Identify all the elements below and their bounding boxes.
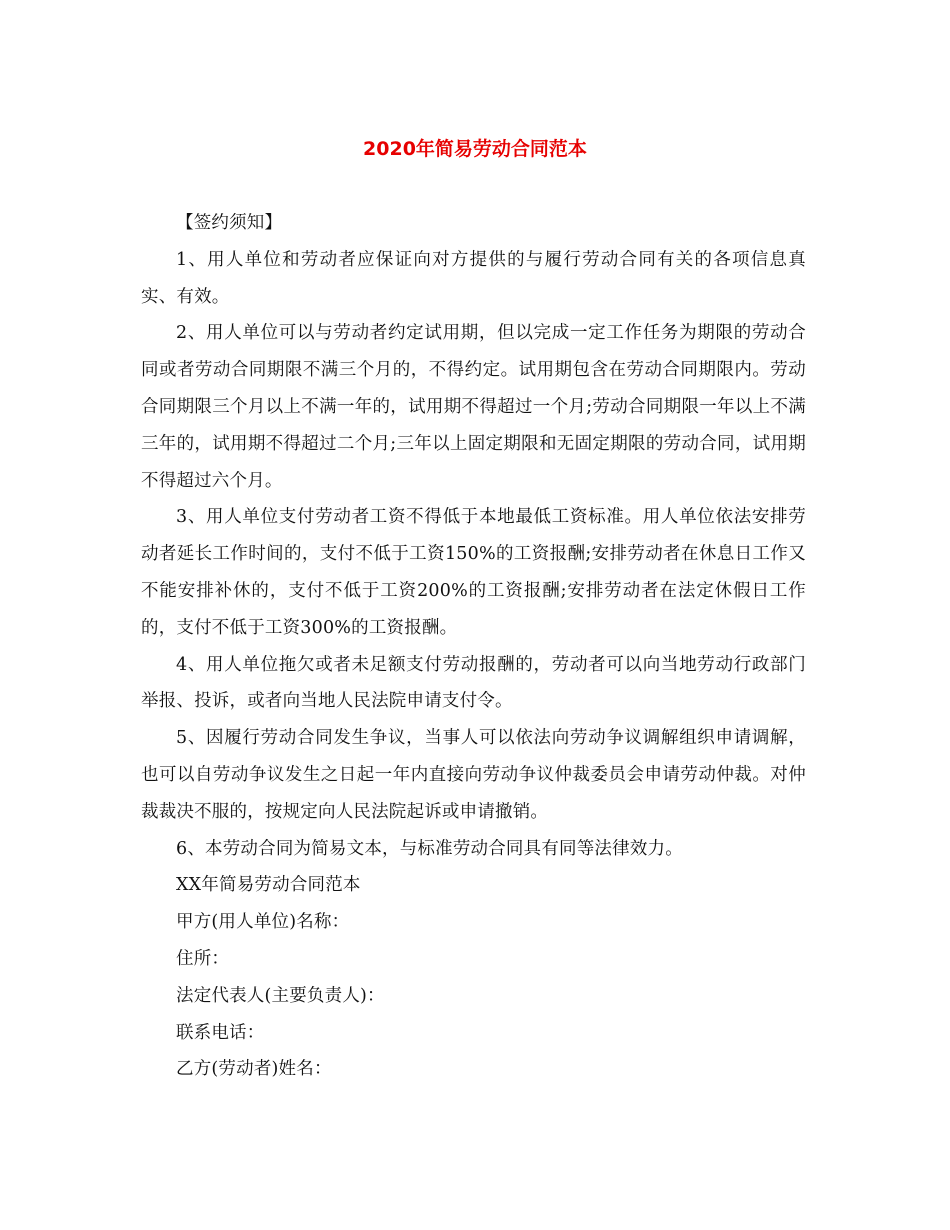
notice-paragraph-5: 5、因履行劳动合同发生争议，当事人可以依法向劳动争议调解组织申请调解，也可以自劳动争议发生之日起一年内直接向劳动争议仲裁委员会申请劳动仲裁。对仲裁裁决不服的，按规定向人民法院起诉或申请撤销。 bbox=[141, 728, 806, 822]
notice-paragraph-1: 1、用人单位和劳动者应保证向对方提供的与履行劳动合同有关的各项信息真实、有效。 bbox=[141, 249, 806, 307]
field-employee-name: 乙方(劳动者)姓名： bbox=[176, 1059, 332, 1080]
field-employer-name: 甲方(用人单位)名称： bbox=[176, 912, 350, 933]
notice-paragraph-4: 4、用人单位拖欠或者未足额支付劳动报酬的，劳动者可以向当地劳动行政部门举报、投诉，或者向当地人民法院申请支付令。 bbox=[141, 654, 806, 712]
notice-paragraph-3: 3、用人单位支付劳动者工资不得低于本地最低工资标准。用人单位依法安排劳动者延长工作时间的，支付不低于工资150%的工资报酬;安排劳动者在休息日工作又不能安排补休的，支付不低于工资200%的工资报酬;安排劳动者在法定休假日工作的，支付不低于工资300%的工资报酬。 bbox=[141, 507, 806, 638]
notice-heading: 【签约须知】 bbox=[176, 213, 283, 233]
field-phone: 联系电话： bbox=[176, 1022, 265, 1043]
field-address: 住所： bbox=[176, 948, 230, 969]
notice-paragraph-6: 6、本劳动合同为简易文本，与标准劳动合同具有同等法律效力。 bbox=[176, 838, 683, 859]
contract-title: XX年简易劳动合同范本 bbox=[176, 875, 361, 896]
document-title: 2020年简易劳动合同范本 bbox=[363, 138, 587, 160]
notice-paragraph-2: 2、用人单位可以与劳动者约定试用期，但以完成一定工作任务为期限的劳动合同或者劳动合同期限不满三个月的，不得约定。试用期包含在劳动合同期限内。劳动合同期限三个月以上不满一年的，试用期不得超过一个月;劳动合同期限一年以上不满三年的，试用期不得超过二个月;三年以上固定期限和无固定期限的劳动合同，试用期不得超过六个月。 bbox=[141, 323, 806, 491]
document-body bbox=[141, 205, 806, 1088]
field-legal-representative: 法定代表人(主要负责人)： bbox=[176, 985, 385, 1006]
